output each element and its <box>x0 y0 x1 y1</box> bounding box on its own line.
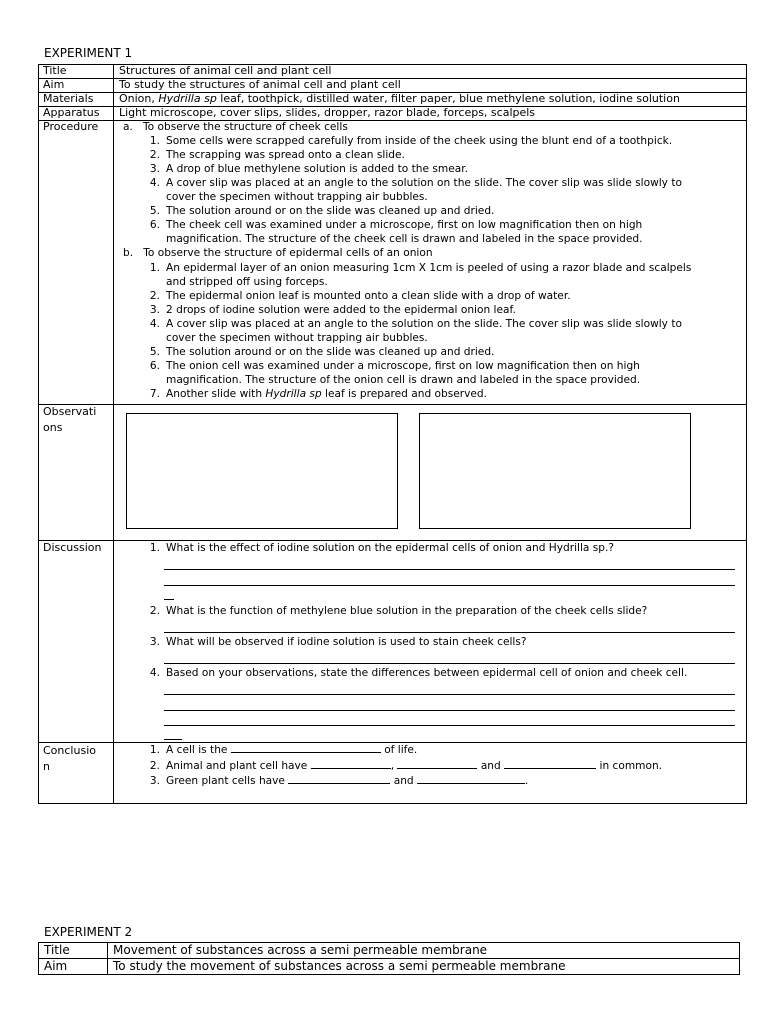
conclusion-3: 3. Green plant cells have and . <box>149 775 529 787</box>
question-2: 2. What is the function of methylene blue solution in the preparation of the cheek cells slide? <box>149 605 648 617</box>
procedure-step-line: 3. A drop of blue methylene solution is added to the smear. <box>149 163 468 175</box>
answer-line[interactable] <box>164 725 735 726</box>
blank-field[interactable] <box>311 759 391 769</box>
observations-label: Observati ons <box>43 405 97 434</box>
title-label: Title <box>43 64 67 77</box>
procedure-step-line: magnification. The structure of the cheek cell is drawn and labeled in the space provided. <box>166 233 643 245</box>
procedure-step-line: 6. The onion cell was examined under a microscope, first on low magnification then on high <box>149 360 640 372</box>
answer-line[interactable] <box>164 632 735 633</box>
answer-line[interactable] <box>164 599 174 600</box>
procedure-step-line: 5. The solution around or on the slide was cleaned up and dried. <box>149 205 495 217</box>
apparatus-label: Apparatus <box>43 106 100 119</box>
conclusion-label: Conclusio n <box>43 744 96 773</box>
materials-value: Onion, Hydrilla sp leaf, toothpick, distilled water, filter paper, blue methylene solution, iodine solution <box>119 92 680 105</box>
answer-line[interactable] <box>164 663 735 664</box>
aim-label: Aim <box>43 78 65 91</box>
materials-label: Materials <box>43 92 94 105</box>
procedure-b-heading: b. To observe the structure of epidermal cells of an onion <box>123 247 433 259</box>
experiment-1-heading: EXPERIMENT 1 <box>44 46 133 60</box>
conclusion-2: 2. Animal and plant cell have , and in common. <box>149 760 663 772</box>
blank-field[interactable] <box>288 774 390 784</box>
procedure-step-line: 1. An epidermal layer of an onion measuring 1cm X 1cm is peeled of using a razor blade and scalpels <box>149 262 692 274</box>
procedure-step-line: and stripped off using forceps. <box>166 276 328 288</box>
question-4: 4. Based on your observations, state the differences between epidermal cell of onion and cheek cell. <box>149 667 688 679</box>
procedure-step-line: cover the specimen without trapping air bubbles. <box>166 332 428 344</box>
blank-field[interactable] <box>231 743 381 753</box>
apparatus-value: Light microscope, cover slips, slides, dropper, razor blade, forceps, scalpels <box>119 106 536 119</box>
procedure-b-step-7: 7. Another slide with Hydrilla sp leaf is prepared and observed. <box>149 388 488 400</box>
procedure-step-line: 1. Some cells were scrapped carefully from inside of the cheek using the blunt end of a toothpick. <box>149 135 673 147</box>
answer-line[interactable] <box>164 694 735 695</box>
discussion-label: Discussion <box>43 541 102 554</box>
answer-line[interactable] <box>164 739 182 740</box>
observation-box-onion[interactable] <box>419 413 691 529</box>
procedure-step-line: 3. 2 drops of iodine solution were added to the epidermal onion leaf. <box>149 304 516 316</box>
procedure-step-line: cover the specimen without trapping air bubbles. <box>166 191 428 203</box>
procedure-step-line: 2. The epidermal onion leaf is mounted onto a clean slide with a drop of water. <box>149 290 571 302</box>
procedure-step-line: 5. The solution around or on the slide was cleaned up and dried. <box>149 346 495 358</box>
conclusion-1: 1. A cell is the of life. <box>149 744 418 756</box>
answer-line[interactable] <box>164 569 735 570</box>
blank-field[interactable] <box>504 759 596 769</box>
procedure-step-line: 6. The cheek cell was examined under a microscope, first on low magnification then on high <box>149 219 643 231</box>
experiment-2-heading: EXPERIMENT 2 <box>44 925 133 939</box>
procedure-step-line: magnification. The structure of the onion cell is drawn and labeled in the space provided. <box>166 374 641 386</box>
aim-value: To study the structures of animal cell and plant cell <box>119 78 401 91</box>
question-1: 1. What is the effect of iodine solution on the epidermal cells of onion and Hydrilla sp.? <box>149 542 615 554</box>
answer-line[interactable] <box>164 585 735 586</box>
exp2-aim-value: To study the movement of substances across a semi permeable membrane <box>113 959 566 973</box>
exp2-aim-label: Aim <box>44 959 68 973</box>
procedure-step-line: 2. The scrapping was spread onto a clean slide. <box>149 149 405 161</box>
exp2-title-value: Movement of substances across a semi permeable membrane <box>113 943 488 957</box>
title-value: Structures of animal cell and plant cell <box>119 64 332 77</box>
question-3: 3. What will be observed if iodine solution is used to stain cheek cells? <box>149 636 527 648</box>
answer-line[interactable] <box>164 710 735 711</box>
procedure-a-heading: a. To observe the structure of cheek cells <box>123 121 348 133</box>
blank-field[interactable] <box>417 774 525 784</box>
procedure-step-line: 4. A cover slip was placed at an angle to the solution on the slide. The cover slip was slide slowly to <box>149 318 682 330</box>
observation-box-cheek[interactable] <box>126 413 398 529</box>
blank-field[interactable] <box>397 759 477 769</box>
exp2-title-label: Title <box>44 943 70 957</box>
procedure-step-line: 4. A cover slip was placed at an angle to the solution on the slide. The cover slip was slide slowly to <box>149 177 682 189</box>
procedure-label: Procedure <box>43 120 99 133</box>
